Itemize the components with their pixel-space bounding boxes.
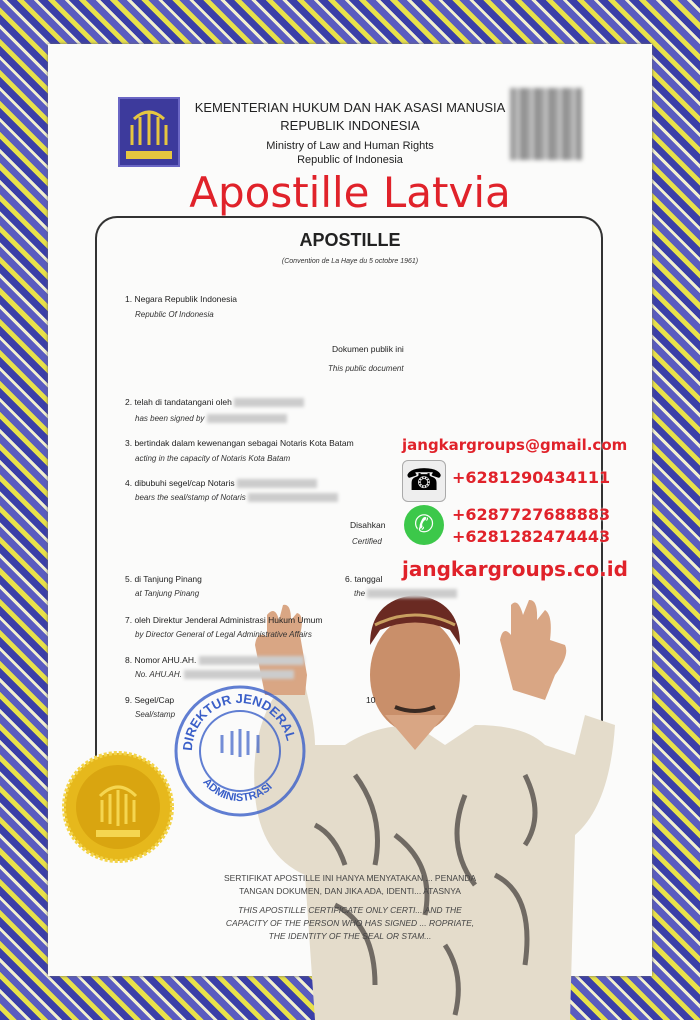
item-7-en: by Director General of Legal Administrative Affairs	[135, 630, 312, 639]
item-9: 9. Segel/Cap	[125, 695, 175, 705]
footer-en-3: THE IDENTITY OF THE SEAL OR STAM...	[268, 931, 432, 941]
gold-seal	[62, 750, 174, 865]
redacted	[199, 656, 304, 665]
item-6-en: the	[354, 589, 366, 598]
official-stamp	[172, 683, 308, 819]
item-9-en: Seal/stamp	[135, 710, 176, 719]
redacted	[207, 414, 287, 423]
certified-en: Certified	[352, 537, 382, 546]
item-7: 7. oleh Direktur Jenderal Administrasi Hukum Umum	[125, 615, 323, 625]
item-5-en: at Tanjung Pinang	[135, 589, 200, 598]
contact-email[interactable]: jangkargroups@gmail.com	[402, 436, 628, 454]
footer-id-1: SERTIFIKAT APOSTILLE INI HANYA MENYATAKAN ... PENANDA	[223, 873, 477, 883]
public-doc: Dokumen publik ini	[332, 344, 404, 354]
contact-whatsapp-1[interactable]: +6287727688883	[452, 505, 611, 524]
whatsapp-icon: ✆	[404, 505, 444, 545]
redacted	[367, 589, 457, 598]
republic-name-en: Republic of Indonesia	[297, 154, 403, 166]
stamp-bottom-text: ADMINISTRASI	[200, 776, 275, 805]
item-1: 1. Negara Republik Indonesia	[125, 294, 237, 304]
overlay-title: Apostille Latvia	[189, 168, 511, 217]
republic-name-id: REPUBLIK INDONESIA	[280, 118, 420, 133]
item-3: 3. bertindak dalam kewenangan sebagai Notaris Kota Batam	[125, 438, 354, 448]
ministry-logo	[118, 97, 180, 167]
stamp-top-text: DIREKTUR JENDERAL	[179, 690, 299, 752]
redacted	[234, 398, 304, 407]
item-6: 6. tanggal	[345, 574, 383, 584]
certified: Disahkan	[350, 520, 386, 530]
footer-en-2: CAPACITY OF THE PERSON WHO HAS SIGNED ... ROPRIATE,	[225, 918, 475, 928]
ministry-name-id: KEMENTERIAN HUKUM DAN HAK ASASI MANUSIA	[194, 100, 506, 115]
item-8: 8. Nomor AHU.AH.	[125, 655, 197, 665]
item-2: 2. telah di tandatangani oleh	[125, 397, 232, 407]
contact-website[interactable]: jangkargroups.co.id	[402, 557, 628, 581]
footer-id-2: TANGAN DOKUMEN, DAN JIKA ADA, IDENTI... ATASNYA	[239, 886, 461, 896]
item-4: 4. dibubuhi segel/cap Notaris	[125, 478, 235, 488]
apostille-title: APOSTILLE	[299, 230, 401, 250]
phone-icon: ☎	[402, 460, 446, 502]
item-10: 10	[366, 695, 376, 705]
apostille-subtitle: (Convention de La Haye du 5 octobre 1961)	[281, 258, 419, 265]
ministry-name-en: Ministry of Law and Human Rights	[266, 140, 434, 152]
item-3-en: acting in the capacity of Notaris Kota Batam	[135, 454, 291, 463]
item-5: 5. di Tanjung Pinang	[125, 574, 202, 584]
redacted	[248, 493, 338, 502]
item-1-en: Republic Of Indonesia	[135, 310, 214, 319]
item-4-en: bears the seal/stamp of Notaris	[135, 493, 246, 502]
item-8-en: No. AHU.AH.	[135, 670, 182, 679]
footer-en-1: THIS APOSTILLE CERTIFICATE ONLY CERTI... AND THE	[238, 905, 462, 915]
qr-code-blurred	[510, 88, 582, 160]
contact-whatsapp-2[interactable]: +6281282474443	[452, 527, 611, 546]
public-doc-en: This public document	[328, 364, 404, 373]
redacted	[184, 670, 294, 679]
item-2-en: has been signed by	[135, 414, 205, 423]
contact-phone[interactable]: +6281290434111	[452, 468, 611, 487]
redacted	[237, 479, 317, 488]
